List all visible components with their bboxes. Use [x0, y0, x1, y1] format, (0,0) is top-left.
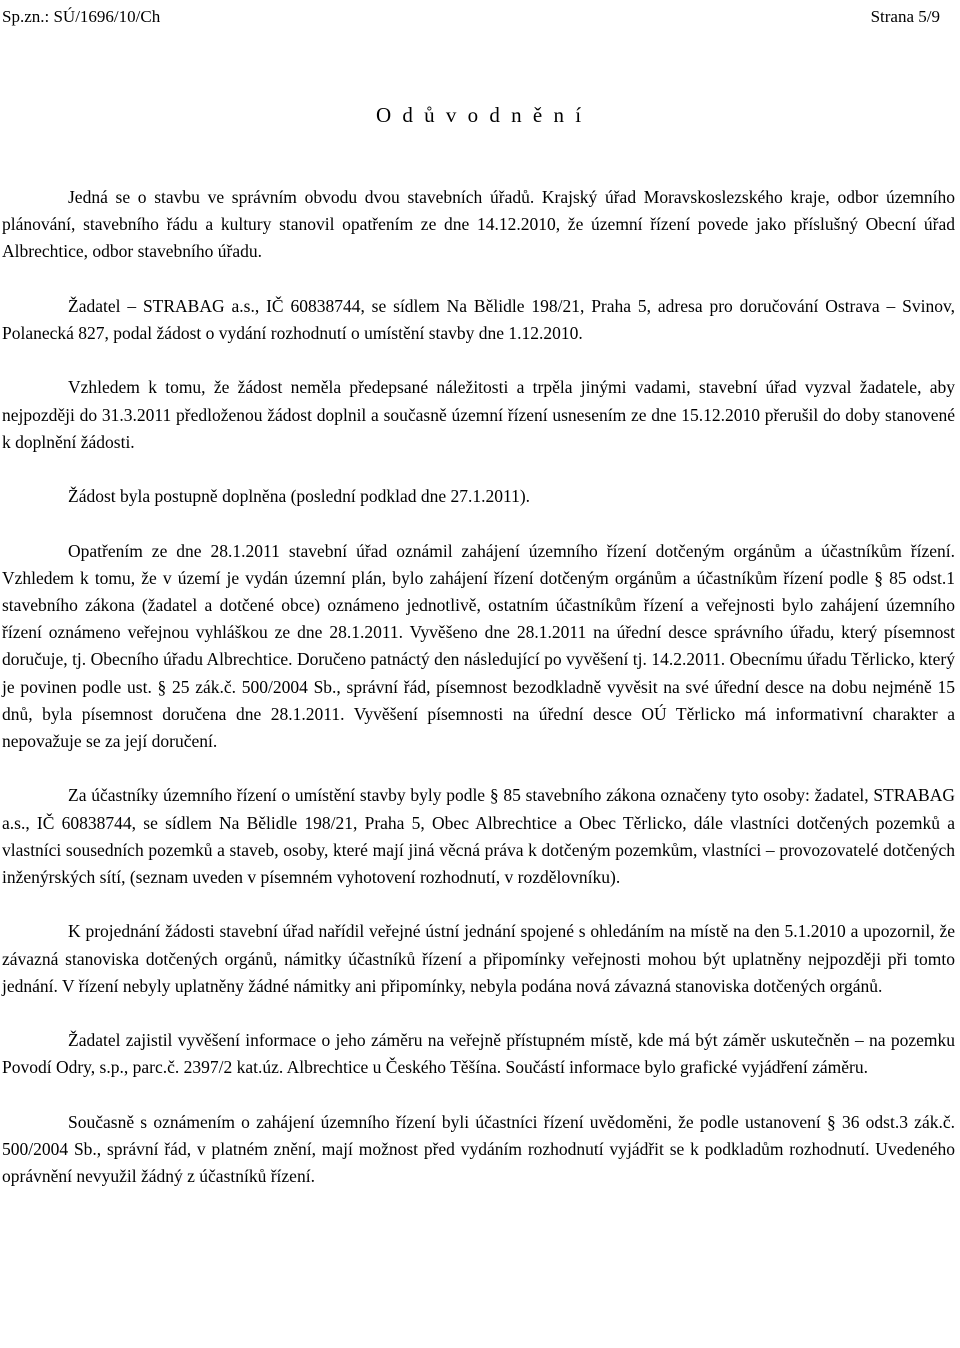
- paragraph: Žadatel – STRABAG a.s., IČ 60838744, se sídlem Na Bělidle 198/21, Praha 5, adresa pro doručování Ostrava – Svinov, Polanecká 827, podal žádost o vydání rozhodnutí o umístění stavby dne 1.12.2010.: [2, 295, 955, 343]
- section-title: O d ů v o d n ě n í: [375, 103, 585, 127]
- paragraph: Jedná se o stavbu ve správním obvodu dvou stavebních úřadů. Krajský úřad Moravskoslezského kraje, odbor územního plánování, stavebního řádu a kultury stanovil opatřením ze dne 14.12.2010, že územní řízení povede jako příslušný Obecní úřad Albrechtice, odbor stavebního úřadu.: [2, 187, 955, 262]
- paragraph: Opatřením ze dne 28.1.2011 stavební úřad oznámil zahájení územního řízení dotčeným orgánům a účastníkům řízení. Vzhledem k tomu, že v území je vydán územní plán, bylo zahájení řízení dotčeným orgánům a účastníkům řízení podle § 85 odst.1 stavebního zákona (žadatel a dotčené obce) oznámeno jednotlivě, ostatním účastníkům řízení a veřejnosti bylo zahájení územního řízení oznámeno veřejnou vyhláškou ze dne 28.1.2011. Vyvěšeno dne 28.1.2011 na úřední desce správního úřadu, který písemnost doručuje, tj. Obecního úřadu Albrechtice. Doručeno patnáctý den následující po vyvěšení tj. 14.2.2011. Obecnímu úřadu Těrlicko, který je povinen podle ust. § 25 zák.č. 500/2004 Sb., správní řád, písemnost bezodkladně vyvěsit na své úřední desce na dobu nejméně 15 dnů, byla písemnost doručena dne 28.1.2011. Vyvěšení písemnosti na úřední desce OÚ Těrlicko má informativní charakter a nepovažuje se za její doručení.: [2, 540, 955, 751]
- paragraph: Současně s oznámením o zahájení územního řízení byli účastníci řízení uvědoměni, že podle ustanovení § 36 odst.3 zák.č. 500/2004 Sb., správní řád, v platném znění, mají možnost před vydáním rozhodnutí vyjádřit se k podkladům rozhodnutí. Uvedeného oprávnění nevyužil žádný z účastníků řízení.: [2, 1111, 955, 1187]
- paragraph: Vzhledem k tomu, že žádost neměla předepsané náležitosti a trpěla jinými vadami, stavební úřad vyzval žadatele, aby nejpozději do 31.3.2011 předloženou žádost doplnil a současně územní řízení usnesením ze dne 15.12.2010 přerušil do doby stanovené k doplnění žádosti.: [2, 377, 955, 452]
- reference-number: Sp.zn.: SÚ/1696/10/Ch: [2, 7, 161, 26]
- paragraph: K projednání žádosti stavební úřad nařídil veřejné ústní jednání spojené s ohledáním na místě na den 5.1.2010 a upozornil, že závazná stanoviska dotčených orgánů, námitky účastníků řízení a připomínky veřejnosti mohou být uplatněny nejpozději při tomto jednání. V řízení nebyly uplatněny žádné námitky ani připomínky, nebyla podána nová závazná stanoviska dotčených orgánů.: [2, 921, 955, 996]
- paragraph: Za účastníky územního řízení o umístění stavby byly podle § 85 stavebního zákona označeny tyto osoby: žadatel, STRABAG a.s., IČ 60838744, se sídlem Na Bělidle 198/21, Praha 5, Obec Albrechtice a Obec Těrlicko, dále vlastníci dotčených pozemků a vlastníci sousedních pozemků a staveb, osoby, které mají jiná věcná práva k dotčeným pozemkům, vlastníci – provozovatelé dotčených inženýrských sítí, (seznam uveden v písemném vyhotovení rozhodnutí, v rozdělovníku).: [2, 785, 955, 887]
- page-number: Strana 5/9: [870, 7, 940, 26]
- document-body: [2, 184, 955, 1190]
- page-header: [2, 6, 954, 32]
- paragraph: Žádost byla postupně doplněna (poslední podklad dne 27.1.2011).: [68, 486, 531, 507]
- paragraph: Žadatel zajistil vyvěšení informace o jeho záměru na veřejně přístupném místě, kde má být záměr uskutečněn – na pozemku Povodí Odry, s.p., parc.č. 2397/2 kat.úz. Albrechtice u Českého Těšína. Součástí informace bylo grafické vyjádření záměru.: [2, 1030, 955, 1078]
